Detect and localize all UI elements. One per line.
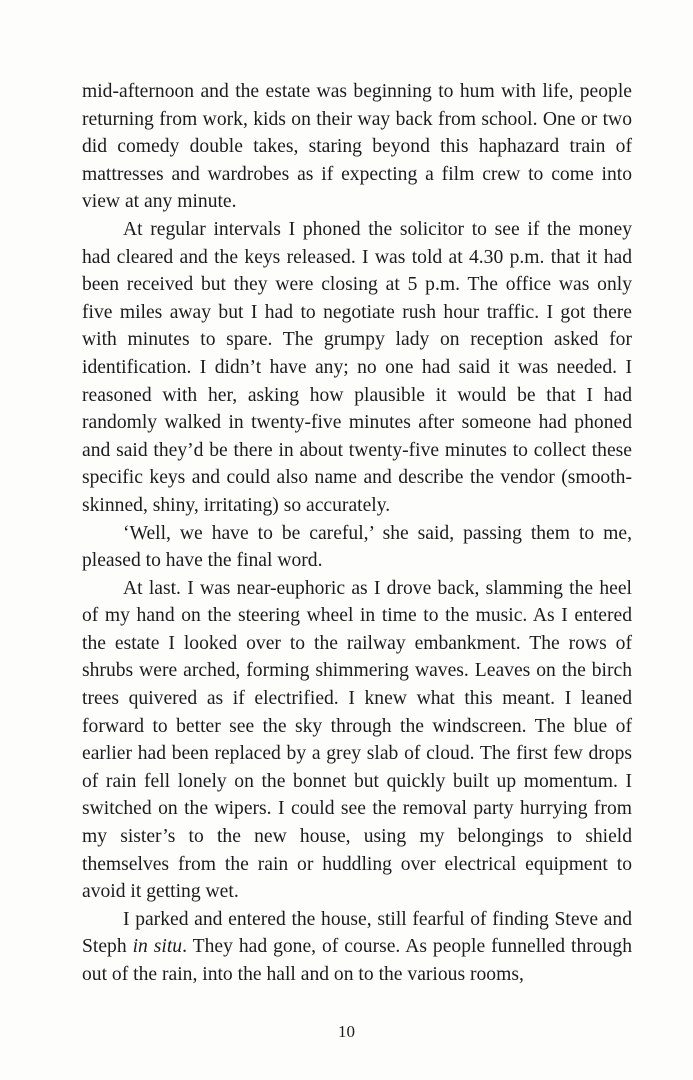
body-text [82, 78, 632, 989]
italic-phrase: in situ [132, 936, 183, 958]
page-number: 10 [338, 1022, 355, 1041]
paragraph-4: At last. I was near-euphoric as I drove back, slamming the heel of my hand on the steering wheel in time to the music. As I entered the estate I looked over to the railway embankment. The rows of shrubs were arched, forming shimmering waves. Leaves on the birch trees quivered as if electrified. I knew what this meant. I leaned forward to better see the sky through the windscreen. The blue of earlier had been replaced by a grey slab of cloud. The first few drops of rain fell lonely on the bonnet but quickly built up momentum. I switched on the wipers. I could see the removal party hurrying from my sister’s to the new house, using my belongings to shield themselves from the rain or huddling over electrical equipment to avoid it getting wet. [82, 577, 632, 903]
paragraph-5 [82, 906, 632, 989]
paragraph-5-text-end: . They had gone, of course. As people funnelled through out of the rain, into the hall and on to the various rooms, [82, 936, 633, 985]
paragraph-1: mid-afternoon and the estate was beginning to hum with life, people returning from work, kids on their way back from school. One or two did comedy double takes, staring beyond this haphazard train of mattresses and wardrobes as if expecting a film crew to come into view at any minute. [82, 81, 632, 213]
paragraph-5-text-start: I parked and entered the house, still fearful of finding Steve and Steph [82, 908, 632, 958]
paragraph-3: ‘Well, we have to be careful,’ she said, passing them to me, pleased to have the final word. [82, 522, 632, 572]
paragraph-2: At regular intervals I phoned the solicitor to see if the money had cleared and the keys released. I was told at 4.30 p.m. that it had been received but they were closing at 5 p.m. The office was only five miles away but I had to negotiate rush hour traffic. I got there with minutes to spare. The grumpy lady on reception asked for identification. I didn’t have any; no one had said it was needed. I reasoned with her, asking how plausible it would be that I had randomly walked in twenty-five minutes after someone had phoned and said they’d be there in about twenty-five minutes to collect these specific keys and could also name and describe the vendor (smooth-skinned, shiny, irritating) so accurately. [82, 218, 632, 516]
